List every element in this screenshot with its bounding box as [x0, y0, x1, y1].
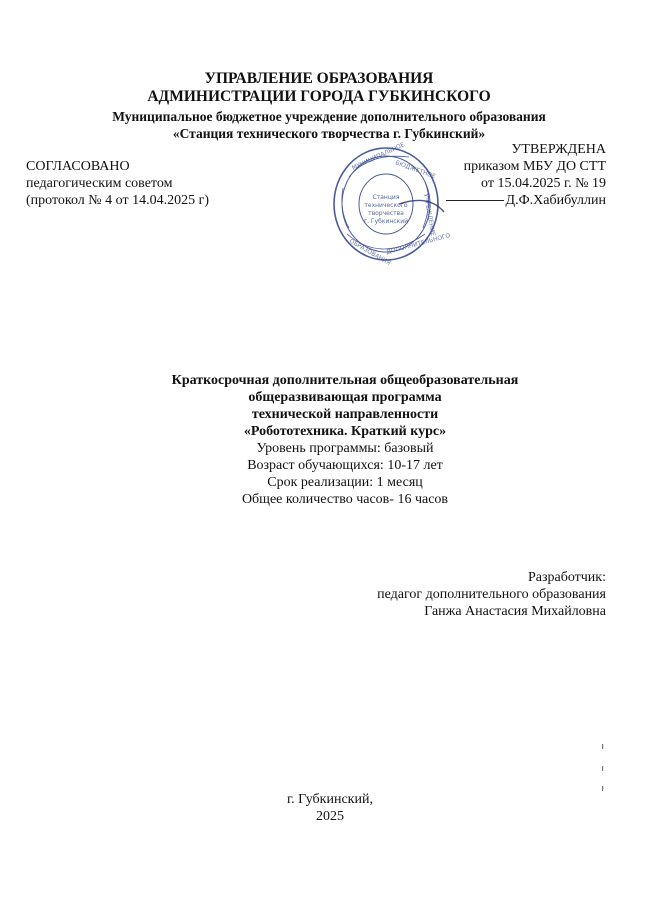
svg-text:Станция: Станция	[372, 194, 400, 201]
developer-position: педагог дополнительного образования	[377, 587, 606, 602]
svg-text:ДОПОЛНИТЕЛЬНОГО: ДОПОЛНИТЕЛЬНОГО	[385, 232, 452, 256]
svg-text:технического: технического	[364, 202, 408, 209]
svg-text:г. Губкинский: г. Губкинский	[363, 218, 409, 225]
header-administration: АДМИНИСТРАЦИИ ГОРОДА ГУБКИНСКОГО	[147, 88, 491, 105]
header-institution: Муниципальное бюджетное учреждение дополнительного образования	[112, 109, 546, 124]
svg-text:УЧРЕЖДЕНИЕ: УЧРЕЖДЕНИЕ	[422, 193, 437, 237]
agreed-title: СОГЛАСОВАНО	[26, 159, 130, 174]
approved-title: УТВЕРЖДЕНА	[511, 142, 606, 157]
program-title-line3: технической направленности	[251, 407, 439, 422]
program-title-line2: общеразвивающая программа	[248, 390, 442, 405]
footer-year: 2025	[316, 809, 344, 824]
institution-seal	[329, 141, 452, 267]
developer-name: Ганжа Анастасия Михайловна	[424, 604, 606, 619]
program-title-block	[140, 372, 550, 508]
svg-text:БЮДЖЕТНОЕ: БЮДЖЕТНОЕ	[394, 159, 437, 181]
svg-text:творчества: творчества	[368, 210, 404, 217]
signature-line	[446, 200, 504, 201]
program-name: «Робототехника. Краткий курс»	[243, 424, 447, 439]
developer-block	[377, 569, 606, 620]
approved-block	[446, 141, 606, 209]
approved-signer-row	[446, 192, 606, 209]
svg-text:ОБРАЗОВАНИЯ: ОБРАЗОВАНИЯ	[348, 237, 392, 267]
footer-block	[0, 791, 660, 825]
approved-signer: Д.Ф.Хабибуллин	[505, 193, 606, 208]
agreed-block	[26, 158, 209, 209]
agreed-protocol: (протокол № 4 от 14.04.2025 г)	[26, 193, 209, 208]
header-station: «Станция технического творчества г. Губкинский»	[172, 126, 486, 141]
approved-order: приказом МБУ ДО СТТ	[463, 159, 606, 174]
program-age: Возраст обучающихся: 10-17 лет	[247, 458, 443, 473]
program-level: Уровень программы: базовый	[256, 441, 434, 456]
program-term: Срок реализации: 1 месяц	[267, 475, 423, 490]
agreed-council: педагогическим советом	[26, 176, 173, 191]
header-department: УПРАВЛЕНИЕ ОБРАЗОВАНИЯ	[204, 70, 434, 87]
developer-label: Разработчик:	[527, 570, 606, 585]
program-title-line1: Краткосрочная дополнительная общеобразовательная	[171, 373, 519, 388]
footer-city: г. Губкинский,	[287, 792, 373, 807]
program-hours: Общее количество часов- 16 часов	[241, 492, 449, 507]
approved-date: от 15.04.2025 г. № 19	[481, 176, 606, 191]
svg-text:МУНИЦИПАЛЬНОЕ: МУНИЦИПАЛЬНОЕ	[350, 141, 406, 172]
